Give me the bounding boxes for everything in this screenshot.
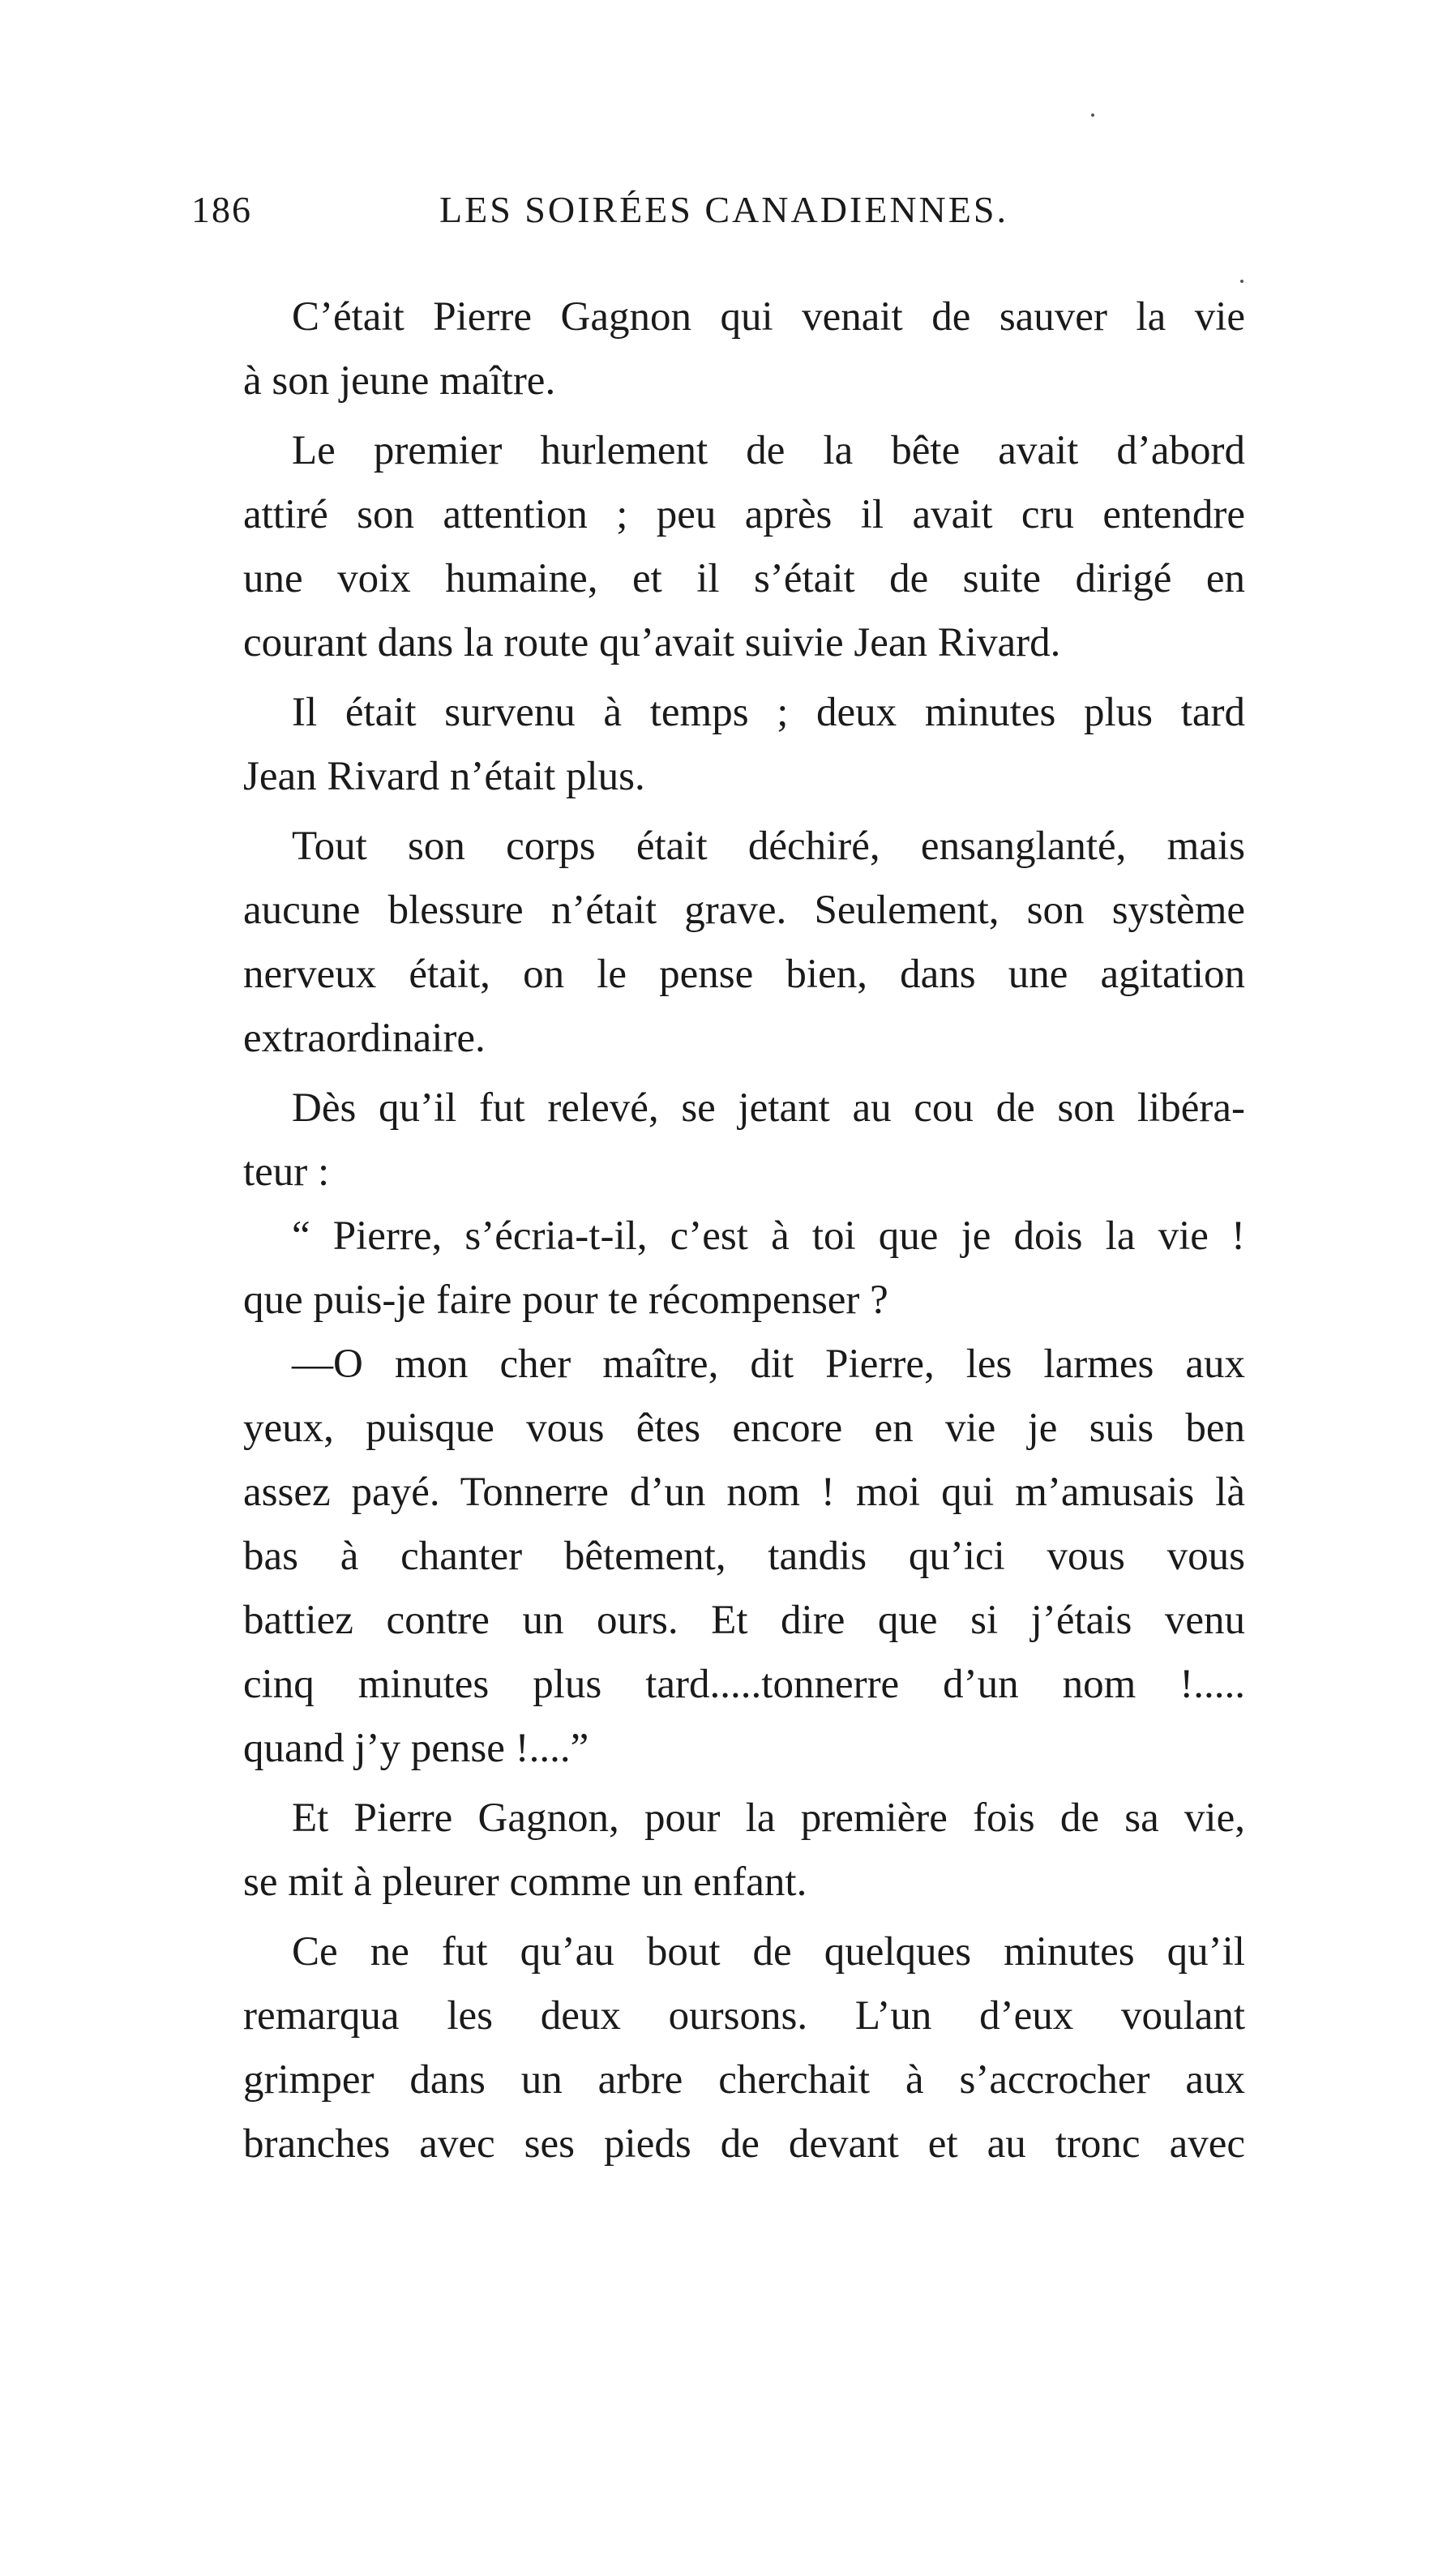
paragraph [195, 1787, 1245, 1915]
text-line: Ce ne fut qu’au bout de quelques minutes qu’il [292, 1929, 1245, 1975]
text-line: quand j’y pense !....” [243, 1726, 589, 1771]
text-line: Il était survenu à temps ; deux minutes plus tard [292, 690, 1245, 735]
text-line: nerveux était, on le pense bien, dans une agitation [243, 952, 1245, 997]
text-line: Le premier hurlement de la bête avait d’abord [292, 428, 1245, 473]
print-speck [1240, 280, 1244, 283]
text-line: Tout son corps était déchiré, ensanglanté, mais [292, 824, 1245, 869]
text-line: “ Pierre, s’écria-t-il, c’est à toi que je dois la vie ! [292, 1213, 1245, 1259]
running-head-title: LES SOIRÉES CANADIENNES. [439, 189, 1008, 230]
text-line: grimper dans un arbre cherchait à s’accrocher aux [243, 2057, 1245, 2103]
text-line: battiez contre un ours. Et dire que si j’étais venu [243, 1598, 1245, 1643]
paragraph [195, 1333, 1245, 1781]
text-line: courant dans la route qu’avait suivie Jean Rivard. [243, 620, 1061, 665]
page-number: 186 [191, 189, 252, 230]
paragraph [195, 1205, 1245, 1333]
paragraph [195, 1076, 1245, 1205]
text-line: à son jeune maître. [243, 358, 556, 404]
paragraph [195, 285, 1245, 413]
text-line: C’était Pierre Gagnon qui venait de sauver la vie [292, 294, 1245, 340]
text-line: —O mon cher maître, dit Pierre, les larmes aux [292, 1341, 1245, 1387]
text-line: Et Pierre Gagnon, pour la première fois de sa vie, [292, 1795, 1245, 1841]
text-line: teur : [243, 1149, 330, 1195]
paragraph [195, 681, 1245, 809]
text-line: remarqua les deux oursons. L’un d’eux voulant [243, 1993, 1245, 2039]
paragraph [195, 1920, 1245, 2176]
text-line: yeux, puisque vous êtes encore en vie je suis ben [243, 1406, 1245, 1451]
text-line: une voix humaine, et il s’était de suite dirigé en [243, 556, 1245, 601]
text-line: bas à chanter bêtement, tandis qu’ici vous vous [243, 1534, 1245, 1579]
paragraph [195, 419, 1245, 675]
paragraph [195, 815, 1245, 1071]
text-line: attiré son attention ; peu après il avait cru entendre [243, 492, 1245, 537]
running-head [191, 188, 1245, 245]
text-line: Dès qu’il fut relevé, se jetant au cou de son libéra- [292, 1085, 1245, 1131]
print-speck [1091, 113, 1094, 117]
text-line: aucune blessure n’était grave. Seulement, son système [243, 888, 1245, 933]
body-text [195, 285, 1245, 2176]
text-line: cinq minutes plus tard.....tonnerre d’un nom !..... [243, 1662, 1245, 1707]
text-line: assez payé. Tonnerre d’un nom ! moi qui m’amusais là [243, 1470, 1245, 1515]
text-line: extraordinaire. [243, 1016, 486, 1061]
text-line: branches avec ses pieds de devant et au tronc avec [243, 2121, 1245, 2167]
text-line: se mit à pleurer comme un enfant. [243, 1859, 807, 1905]
text-line: Jean Rivard n’était plus. [243, 754, 645, 799]
text-line: que puis-je faire pour te récompenser ? [243, 1277, 888, 1323]
